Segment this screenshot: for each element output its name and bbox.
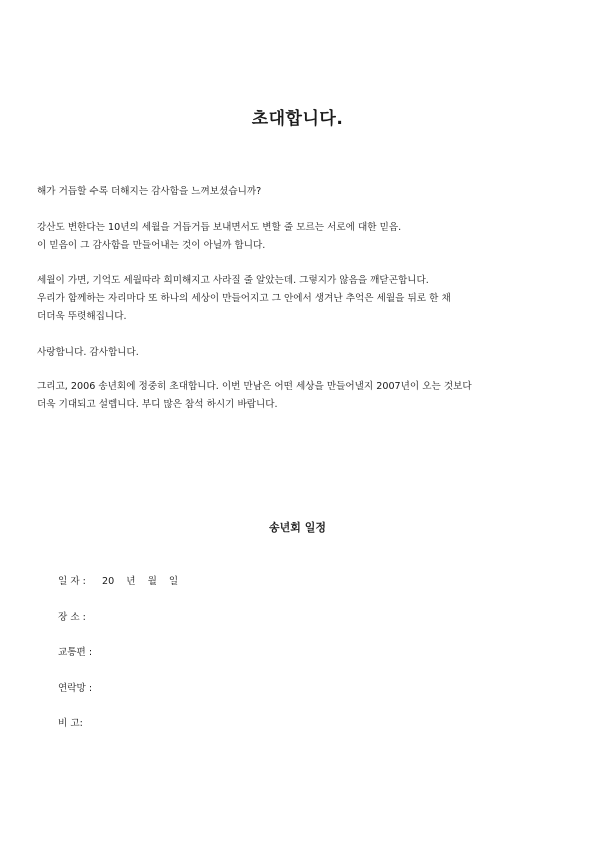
field-label: 일 자 : — [58, 576, 86, 587]
paragraph-trust — [37, 219, 558, 255]
schedule-field-remarks — [58, 717, 102, 731]
schedule-field-contact — [58, 682, 102, 696]
word: 자리마다 — [108, 293, 146, 304]
field-label: 교통편 : — [58, 647, 93, 658]
word: 만들어지고 — [222, 293, 269, 304]
paragraph-invitation-line-1 — [37, 378, 558, 396]
paragraph-memories-line-2 — [37, 290, 558, 308]
word: 변할 — [262, 222, 281, 233]
word: 이번 — [221, 381, 241, 392]
document-title: 초대합니다. — [251, 109, 344, 129]
word: 세상을 — [295, 381, 324, 392]
word: 정중히 — [138, 381, 167, 392]
word: 송년회에 — [98, 381, 136, 392]
word: 한 — [429, 293, 439, 304]
paragraph-memories — [37, 272, 558, 326]
word: 하나의 — [160, 293, 189, 304]
word: 그 — [271, 293, 281, 304]
field-label: 장 소 : — [58, 612, 86, 623]
field-label: 연락망 : — [58, 683, 93, 694]
word: 뒤로 — [407, 293, 427, 304]
paragraph-memories-line-1: 세월이 가면, 기억도 세월따라 희미해지고 사라질 줄 알았는데. 그렇지가 않음을 깨닫곤합니다. — [37, 275, 429, 286]
schedule-title: 송년회 일정 — [269, 521, 326, 534]
word: 생겨난 — [314, 293, 343, 304]
word: 변한다는 — [67, 222, 105, 233]
schedule-field-place — [58, 611, 102, 625]
word: 초대합니다. — [169, 381, 219, 392]
word: 것보다 — [443, 381, 472, 392]
word: 거듭거듭 — [172, 222, 210, 233]
word: 세월을 — [376, 293, 405, 304]
word: 만들어낼지 — [326, 381, 374, 392]
word: 세월을 — [141, 222, 170, 233]
word: 모르는 — [296, 222, 325, 233]
word: 믿음. — [379, 222, 402, 233]
field-value: 20 년 월 일 — [102, 576, 179, 587]
word: 또 — [148, 293, 158, 304]
paragraph-intro-line: 해가 거듭할 수록 더해지는 감사함을 느껴보셨습니까? — [37, 186, 262, 197]
paragraph-invitation-line-2: 더욱 기대되고 설렙니다. 부디 많은 참석 하시기 바랍니다. — [37, 399, 278, 410]
word: 2007년이 — [376, 381, 420, 392]
word: 어떤 — [274, 381, 293, 392]
word: 안에서 — [284, 293, 312, 304]
word: 추억은 — [345, 293, 374, 304]
word: 보내면서도 — [212, 222, 260, 233]
word: 채 — [441, 293, 451, 304]
word: 서로에 — [327, 222, 355, 233]
word: 줄 — [283, 222, 294, 233]
word: 함께하는 — [67, 293, 105, 304]
field-label: 비 고: — [58, 718, 83, 729]
schedule-field-transport — [58, 646, 102, 660]
word: 강산도 — [37, 222, 65, 233]
word: 대한 — [357, 222, 377, 233]
word: 2006 — [70, 381, 96, 392]
word: 만남은 — [243, 381, 272, 392]
word: 오는 — [422, 381, 441, 392]
paragraph-trust-line-1 — [37, 219, 558, 237]
word: 세상이 — [191, 293, 220, 304]
word: 10년의 — [108, 222, 139, 233]
paragraph-thanks-line: 사랑합니다. 감사합니다. — [37, 347, 139, 358]
word: 우리가 — [37, 293, 65, 304]
paragraph-thanks — [37, 344, 558, 362]
paragraph-memories-line-3: 더더욱 뚜렷해집니다. — [37, 311, 127, 322]
paragraph-intro — [37, 183, 558, 201]
paragraph-trust-line-2: 이 믿음이 그 감사함을 만들어내는 것이 아닐까 합니다. — [37, 240, 266, 251]
paragraph-invitation — [37, 378, 558, 414]
word: 그리고, — [37, 381, 68, 392]
schedule-field-date — [58, 575, 178, 589]
